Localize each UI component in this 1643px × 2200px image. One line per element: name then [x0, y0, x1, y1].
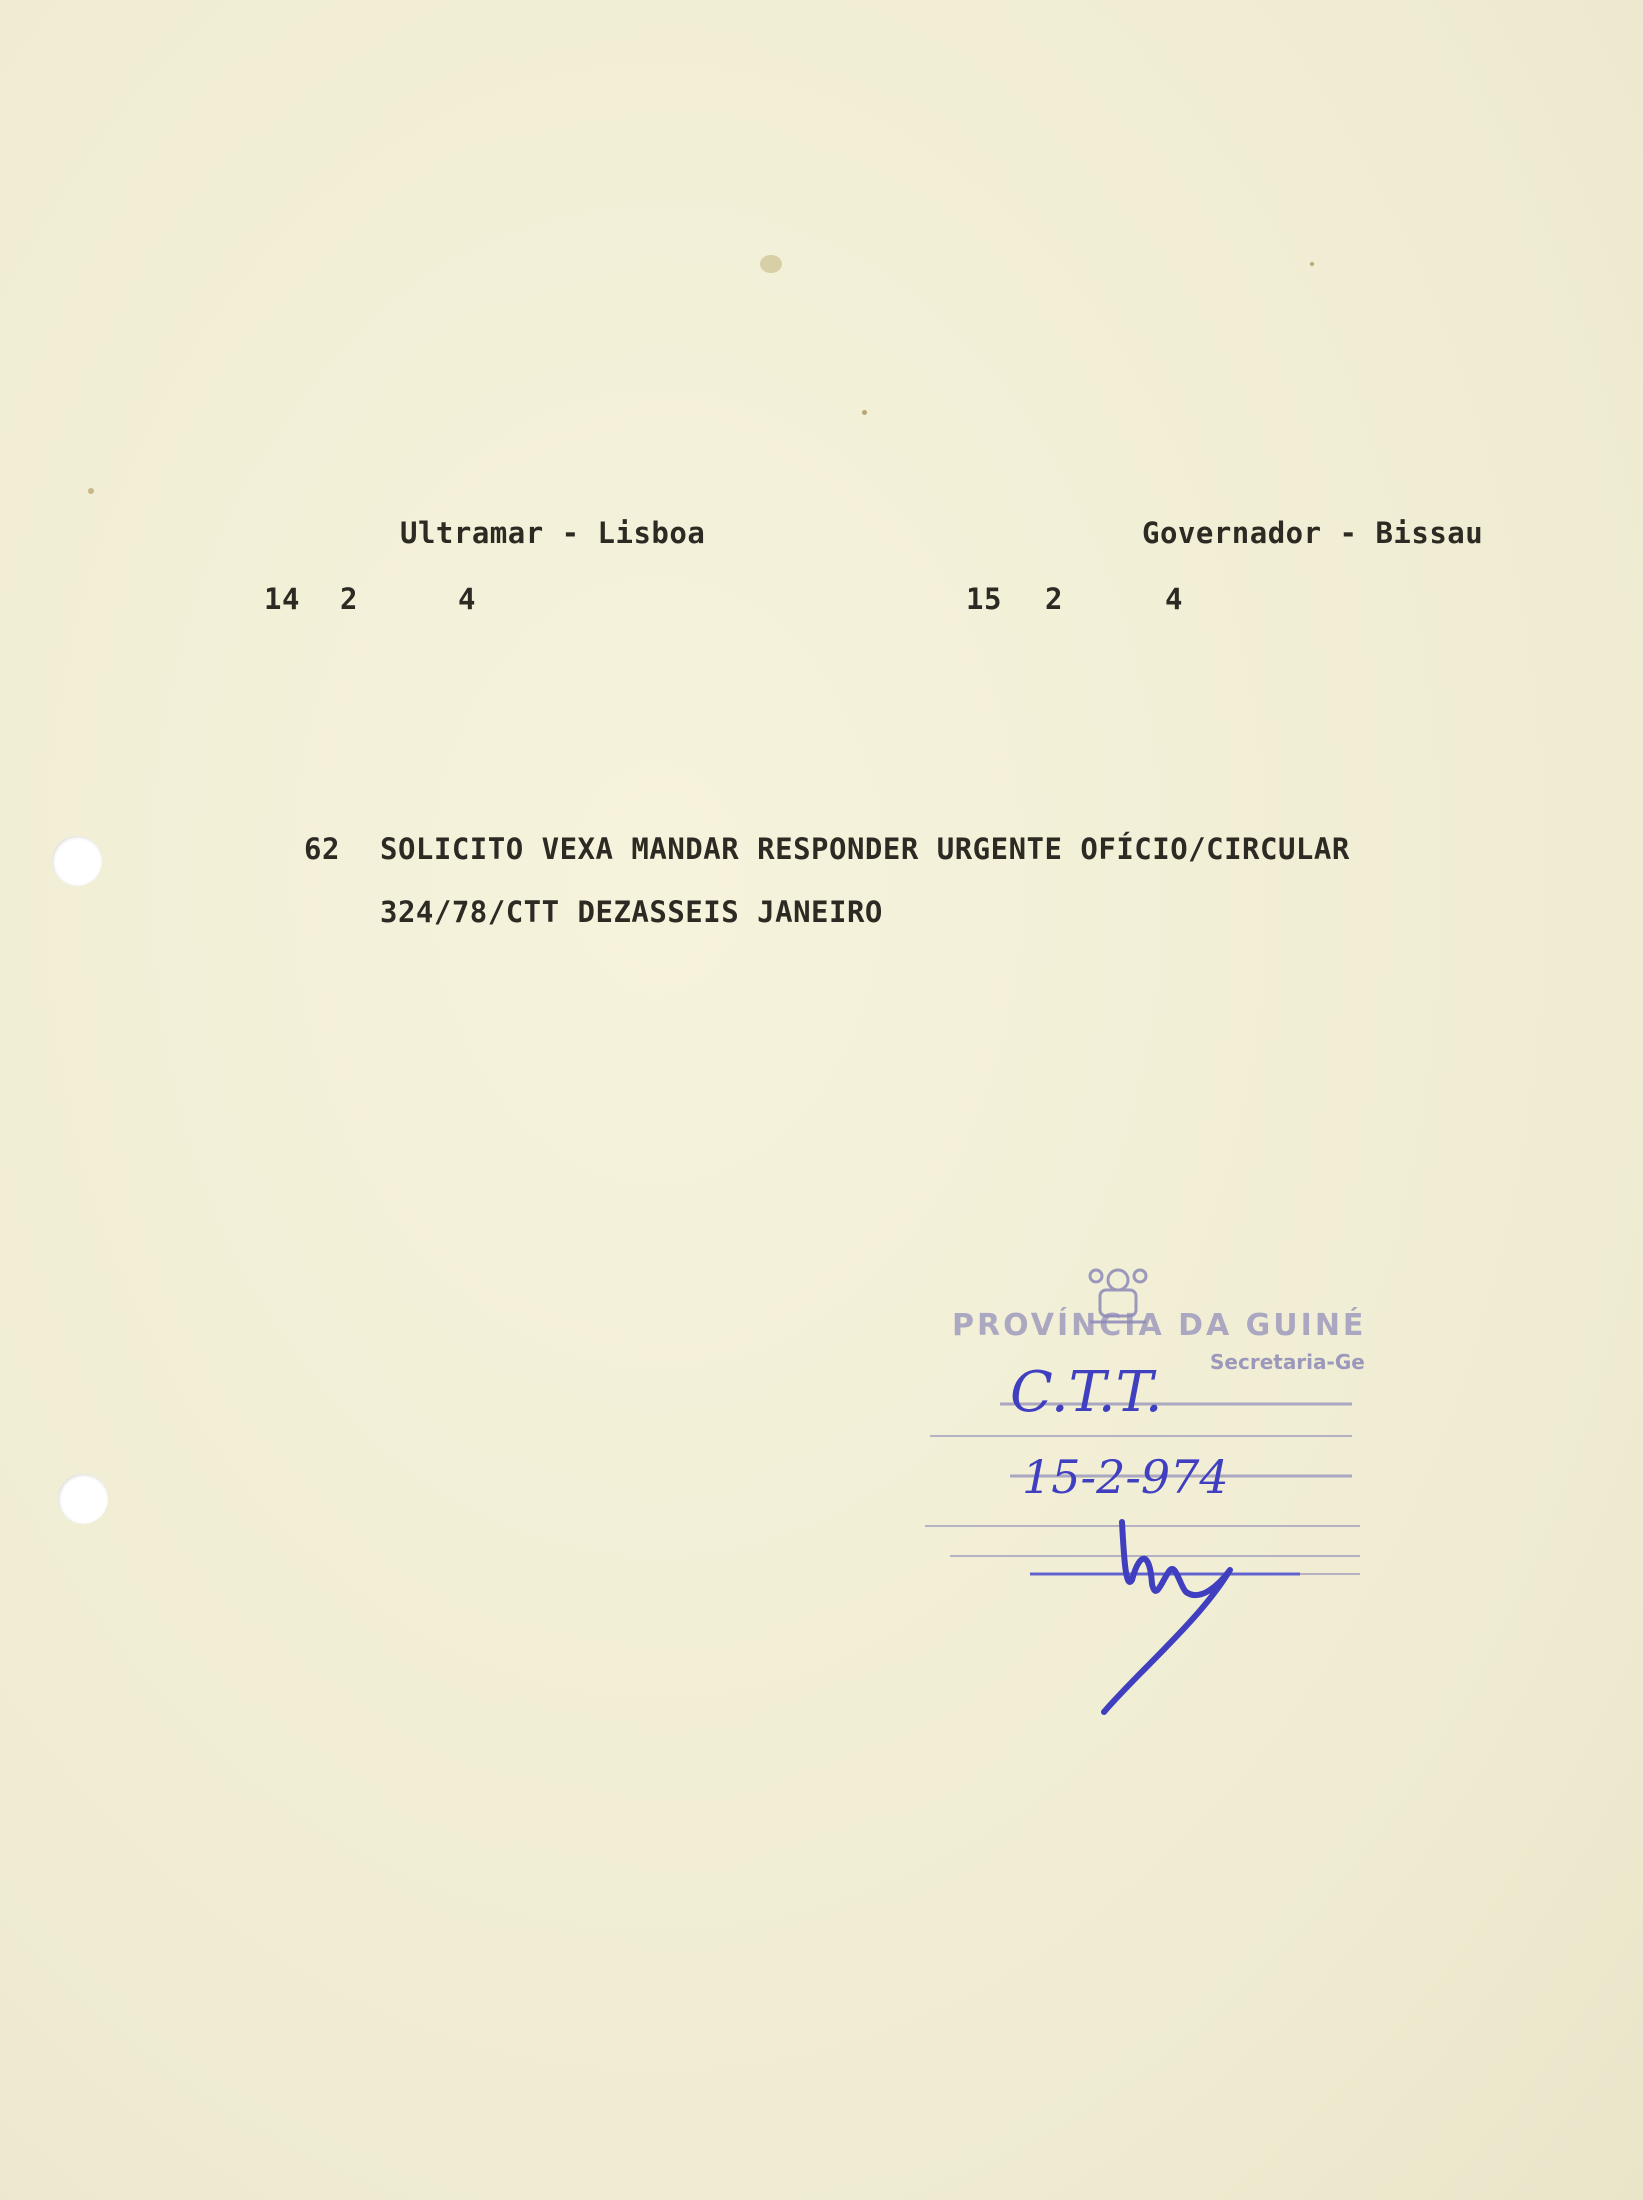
sent-day: 14 [264, 582, 300, 616]
handwritten-department: C.T.T. [1010, 1360, 1163, 1425]
paper-stain [760, 255, 782, 273]
received-month: 2 [1045, 582, 1063, 616]
receipt-stamp [900, 1230, 1380, 1750]
sent-year: 4 [458, 582, 476, 616]
punch-hole [52, 836, 102, 886]
recipient-label: Governador - Bissau [1142, 516, 1484, 550]
handwritten-date: 15-2-974 [1022, 1450, 1229, 1504]
received-year: 4 [1165, 582, 1183, 616]
paper-speck [1310, 262, 1314, 266]
message-line-1: SOLICITO VEXA MANDAR RESPONDER URGENTE OFÍCIO/CIRCULAR [380, 832, 1350, 866]
message-number: 62 [304, 832, 340, 866]
message-line-2: 324/78/CTT DEZASSEIS JANEIRO [380, 895, 883, 929]
paper-speck [862, 410, 867, 415]
punch-hole [58, 1474, 108, 1524]
signature-icon [900, 1230, 1380, 1750]
sent-month: 2 [340, 582, 358, 616]
stamp-subtitle: Secretaria-Ge [1210, 1350, 1365, 1374]
received-day: 15 [966, 582, 1002, 616]
sender-label: Ultramar - Lisboa [400, 516, 706, 550]
stamp-title: PROVÍNCIA DA GUINÉ [952, 1308, 1367, 1343]
paper-speck [88, 488, 94, 494]
